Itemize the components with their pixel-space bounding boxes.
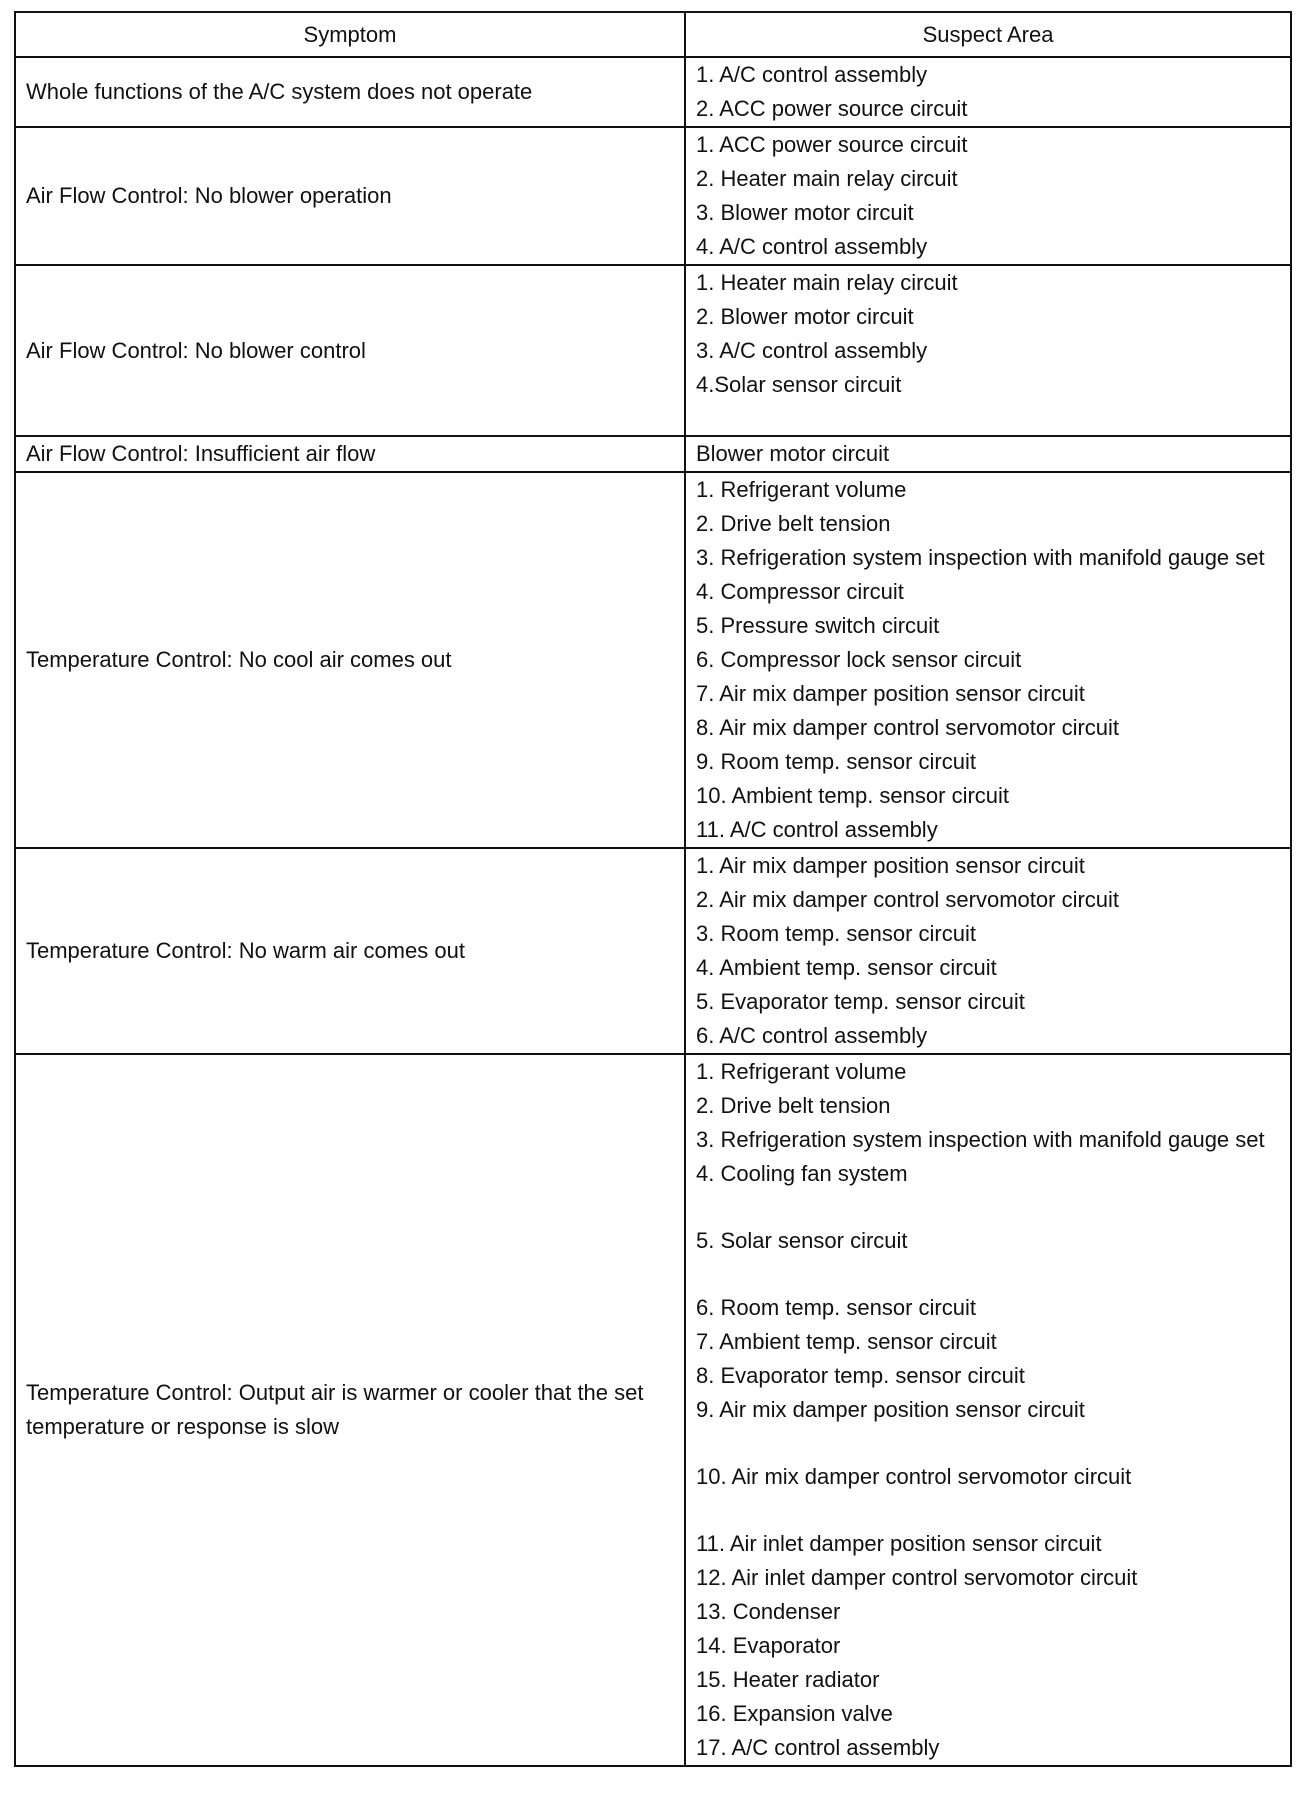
table-row bbox=[15, 848, 1291, 1054]
symptom-cell: Air Flow Control: No blower control bbox=[15, 265, 685, 436]
suspect-area-cell bbox=[685, 848, 1291, 1054]
suspect-area-item: 13. Condenser bbox=[696, 1599, 841, 1624]
table-body bbox=[15, 57, 1291, 1766]
suspect-area-item: 8. Air mix damper control servomotor circuit bbox=[696, 715, 1120, 740]
suspect-area-item: 7. Air mix damper position sensor circuit bbox=[696, 681, 1085, 706]
suspect-area-item: 6. Compressor lock sensor circuit bbox=[696, 647, 1022, 672]
suspect-area-item: 11. Air inlet damper position sensor circuit bbox=[696, 1531, 1102, 1556]
suspect-area-item: 1. Heater main relay circuit bbox=[696, 270, 958, 295]
suspect-area-item: 15. Heater radiator bbox=[696, 1667, 880, 1692]
suspect-area-item: 1. ACC power source circuit bbox=[696, 132, 968, 157]
suspect-area-item: 1. Air mix damper position sensor circuit bbox=[696, 853, 1085, 878]
symptom-cell: Temperature Control: Output air is warmer or cooler that the set temperature or response is slow bbox=[15, 1054, 685, 1766]
suspect-area-cell bbox=[685, 57, 1291, 127]
suspect-area-spacer bbox=[696, 1427, 1280, 1460]
symptom-cell: Whole functions of the A/C system does not operate bbox=[15, 57, 685, 127]
suspect-area-item: 4. Ambient temp. sensor circuit bbox=[696, 955, 997, 980]
table-row bbox=[15, 1054, 1291, 1766]
suspect-area-item: 1. A/C control assembly bbox=[696, 62, 928, 87]
table-row bbox=[15, 436, 1291, 472]
suspect-area-spacer bbox=[696, 1191, 1280, 1224]
symptom-column-header: Symptom bbox=[15, 12, 685, 57]
suspect-area-item: 8. Evaporator temp. sensor circuit bbox=[696, 1363, 1025, 1388]
suspect-area-item: 17. A/C control assembly bbox=[696, 1735, 940, 1760]
suspect-area-item: Blower motor circuit bbox=[696, 441, 890, 466]
suspect-area-item: 3. Blower motor circuit bbox=[696, 200, 914, 225]
suspect-area-item: 3. A/C control assembly bbox=[696, 338, 928, 363]
suspect-area-column-header: Suspect Area bbox=[685, 12, 1291, 57]
suspect-area-item: 2. Drive belt tension bbox=[696, 511, 891, 536]
symptom-cell: Air Flow Control: Insufficient air flow bbox=[15, 436, 685, 472]
suspect-area-item: 14. Evaporator bbox=[696, 1633, 841, 1658]
suspect-area-item: 1. Refrigerant volume bbox=[696, 1059, 907, 1084]
suspect-area-item: 4.Solar sensor circuit bbox=[696, 372, 902, 397]
suspect-area-item: 2. Drive belt tension bbox=[696, 1093, 891, 1118]
suspect-area-item: 3. Refrigeration system inspection with manifold gauge set bbox=[696, 545, 1265, 570]
suspect-area-item: 12. Air inlet damper control servomotor circuit bbox=[696, 1565, 1138, 1590]
suspect-area-item: 2. ACC power source circuit bbox=[696, 96, 968, 121]
suspect-area-spacer bbox=[696, 1494, 1280, 1527]
suspect-area-item: 10. Ambient temp. sensor circuit bbox=[696, 783, 1010, 808]
suspect-area-item: 3. Refrigeration system inspection with manifold gauge set bbox=[696, 1127, 1265, 1152]
suspect-area-item: 5. Solar sensor circuit bbox=[696, 1228, 908, 1253]
suspect-area-item: 9. Room temp. sensor circuit bbox=[696, 749, 976, 774]
suspect-area-item: 6. A/C control assembly bbox=[696, 1023, 928, 1048]
symptom-cell: Temperature Control: No warm air comes out bbox=[15, 848, 685, 1054]
suspect-area-item: 4. Compressor circuit bbox=[696, 579, 904, 604]
suspect-area-cell bbox=[685, 436, 1291, 472]
table-row bbox=[15, 265, 1291, 436]
suspect-area-item: 3. Room temp. sensor circuit bbox=[696, 921, 976, 946]
suspect-area-item: 16. Expansion valve bbox=[696, 1701, 893, 1726]
symptom-cell: Air Flow Control: No blower operation bbox=[15, 127, 685, 265]
suspect-area-item: 4. A/C control assembly bbox=[696, 234, 928, 259]
suspect-area-item: 10. Air mix damper control servomotor circuit bbox=[696, 1464, 1132, 1489]
suspect-area-spacer bbox=[696, 1258, 1280, 1291]
table-row bbox=[15, 472, 1291, 848]
table-row bbox=[15, 57, 1291, 127]
suspect-area-item: 4. Cooling fan system bbox=[696, 1161, 908, 1186]
suspect-area-item: 6. Room temp. sensor circuit bbox=[696, 1295, 976, 1320]
suspect-area-item: 11. A/C control assembly bbox=[696, 817, 938, 842]
suspect-area-spacer bbox=[696, 402, 1280, 435]
suspect-area-cell bbox=[685, 127, 1291, 265]
suspect-area-item: 2. Blower motor circuit bbox=[696, 304, 914, 329]
suspect-area-item: 9. Air mix damper position sensor circuit bbox=[696, 1397, 1085, 1422]
suspect-area-item: 5. Evaporator temp. sensor circuit bbox=[696, 989, 1025, 1014]
symptom-cell: Temperature Control: No cool air comes out bbox=[15, 472, 685, 848]
suspect-area-cell bbox=[685, 472, 1291, 848]
suspect-area-item: 5. Pressure switch circuit bbox=[696, 613, 940, 638]
suspect-area-cell bbox=[685, 1054, 1291, 1766]
table-header-row bbox=[15, 12, 1291, 57]
suspect-area-item: 1. Refrigerant volume bbox=[696, 477, 907, 502]
suspect-area-item: 2. Air mix damper control servomotor circuit bbox=[696, 887, 1120, 912]
suspect-area-item: 7. Ambient temp. sensor circuit bbox=[696, 1329, 997, 1354]
table-row bbox=[15, 127, 1291, 265]
problem-symptoms-table bbox=[14, 11, 1292, 1767]
suspect-area-item: 2. Heater main relay circuit bbox=[696, 166, 958, 191]
suspect-area-cell bbox=[685, 265, 1291, 436]
